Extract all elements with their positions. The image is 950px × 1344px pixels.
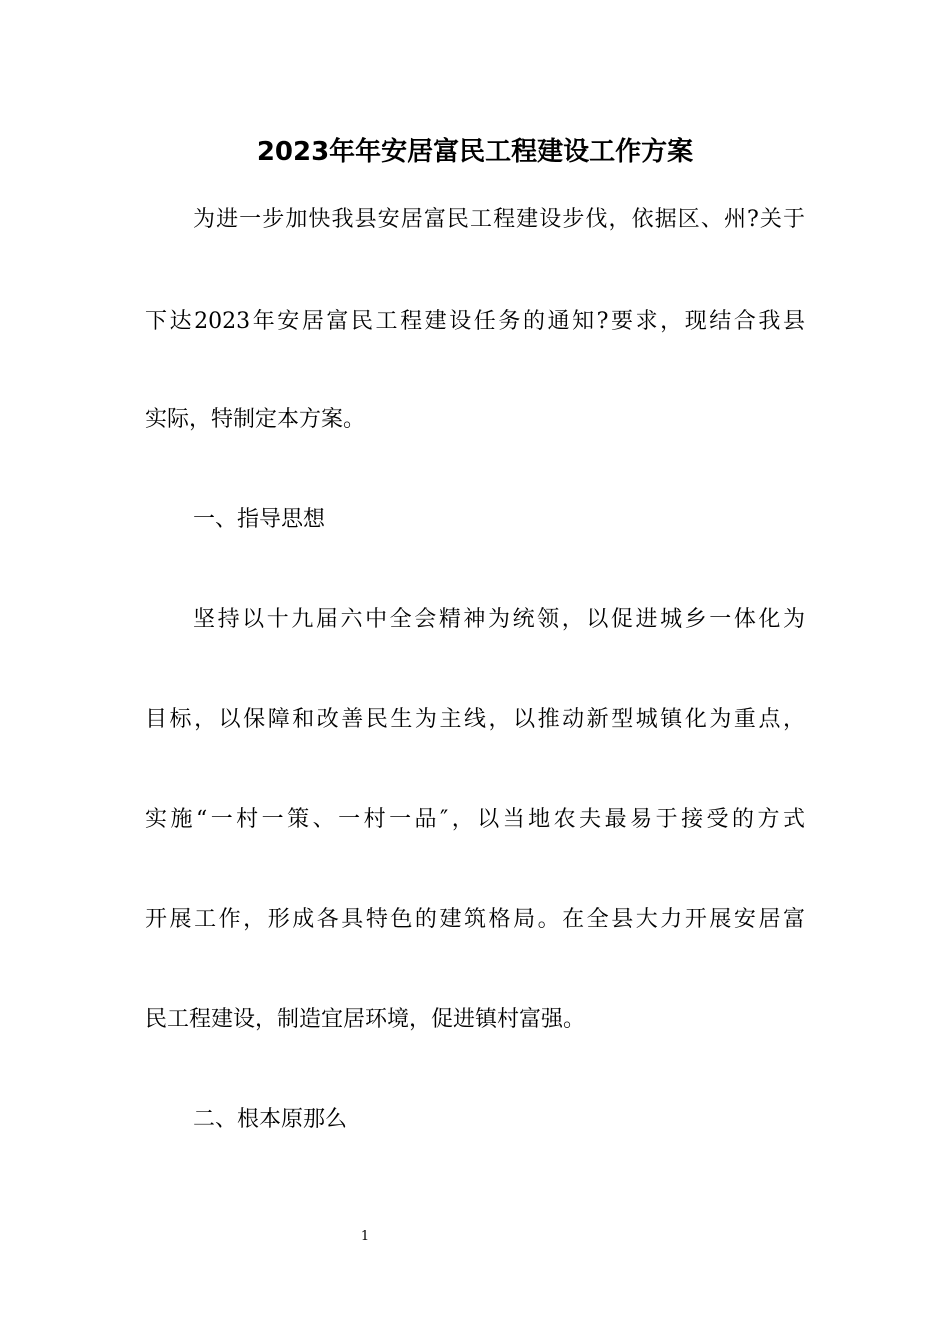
page-number: 1 <box>360 1229 370 1244</box>
section1-paragraph-line: 开展工作，形成各具特色的建筑格局。在全县大力开展安居富 <box>145 907 805 932</box>
intro-line: 为进一步加快我县安居富民工程建设步伐，依据区、州?关于 <box>193 207 805 232</box>
section-heading-basic-principles: 二、根本原那么 <box>193 1107 348 1132</box>
section1-paragraph-line: 坚持以十九届六中全会精神为统领，以促进城乡一体化为 <box>193 607 805 632</box>
intro-line: 实际，特制定本方案。 <box>145 407 366 432</box>
section1-paragraph-line: 目标，以保障和改善民生为主线，以推动新型城镇化为重点， <box>145 707 805 732</box>
section1-paragraph-line: 实施“一村一策、一村一品″，以当地农夫最易于接受的方式 <box>145 807 805 832</box>
intro-line: 下达2023年安居富民工程建设任务的通知?要求，现结合我县 <box>145 309 805 334</box>
section1-paragraph-line: 民工程建设，制造宜居环境，促进镇村富强。 <box>145 1007 586 1032</box>
section-heading-guiding-ideology: 一、指导思想 <box>193 507 326 532</box>
document-title: 2023年年安居富民工程建设工作方案 <box>256 137 694 167</box>
